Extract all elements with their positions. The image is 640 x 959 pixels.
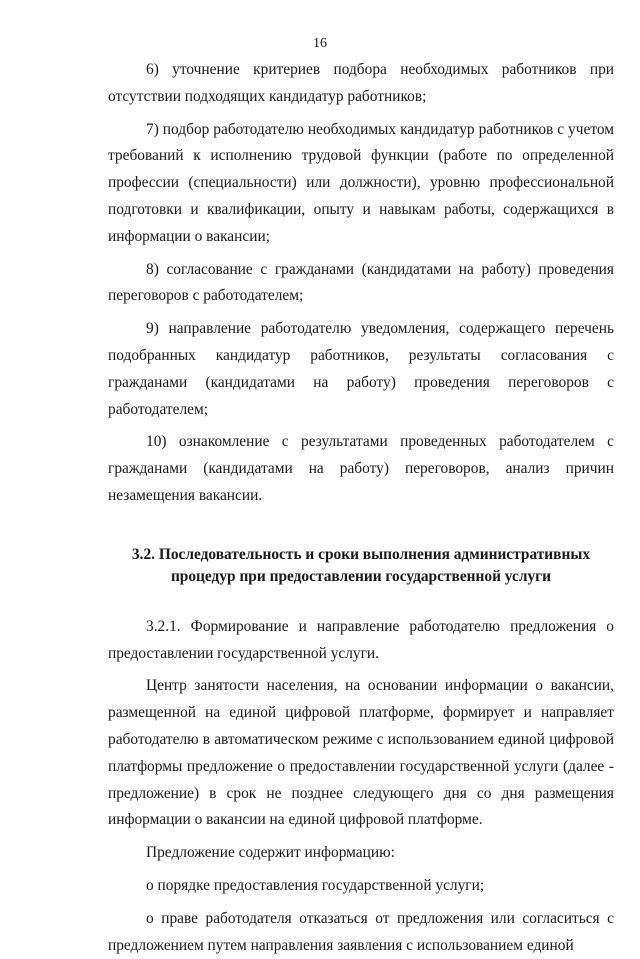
- body-paragraph: Предложение содержит информацию:: [146, 844, 395, 862]
- list-item-10: 10) ознакомление с результатами проведенных работодателем с гражданами (кандидатами на работу) переговоров, анализ причин незамещения вакансии.: [108, 433, 614, 504]
- list-item-7: 7) подбор работодателю необходимых кандидатур работников с учетом требований к исполнению трудовой функции (работе по определенной профессии (специальности) или должности), уровню профессиональной подготовки и квалификации, опыту и навыкам работы, содержащихся в информации о вакансии;: [108, 120, 614, 245]
- body-paragraph: Центр занятости населения, на основании информации о вакансии, размещенной на единой цифровой платформе, формирует и направляет работодателю в автоматическом режиме с использованием единой цифровой платформы предложение о предоставлении государственной услуги (далее - предложение) в срок не позднее следующего дня со дня размещения информации о вакансии на единой цифровой платформе.: [108, 677, 614, 829]
- list-item-9: 9) направление работодателю уведомления, содержащего перечень подобранных кандидатур работников, результаты согласования с гражданами (кандидатами на работу) проведения переговоров с работодателем;: [108, 320, 614, 418]
- body-paragraph: о порядке предоставления государственной услуги;: [146, 876, 485, 894]
- list-item-6: 6) уточнение критериев подбора необходимых работников при отсутствии подходящих кандидатур работников;: [108, 61, 614, 105]
- document-body: [108, 57, 614, 959]
- page-number: 16: [313, 36, 327, 51]
- body-paragraph: о праве работодателя отказаться от предложения или согласиться с предложением путем направления заявления с использованием единой: [108, 909, 614, 954]
- section-heading: [108, 544, 614, 588]
- list-item-8: 8) согласование с гражданами (кандидатами на работу) проведения переговоров с работодателем;: [108, 260, 614, 305]
- subsection-paragraph: 3.2.1. Формирование и направление работодателю предложения о предоставлении государственной услуги.: [108, 617, 614, 662]
- section-heading-line-2: процедур при предоставлении государственной услуги: [170, 567, 552, 585]
- section-heading-line-1: 3.2. Последовательность и сроки выполнения административных: [131, 545, 591, 563]
